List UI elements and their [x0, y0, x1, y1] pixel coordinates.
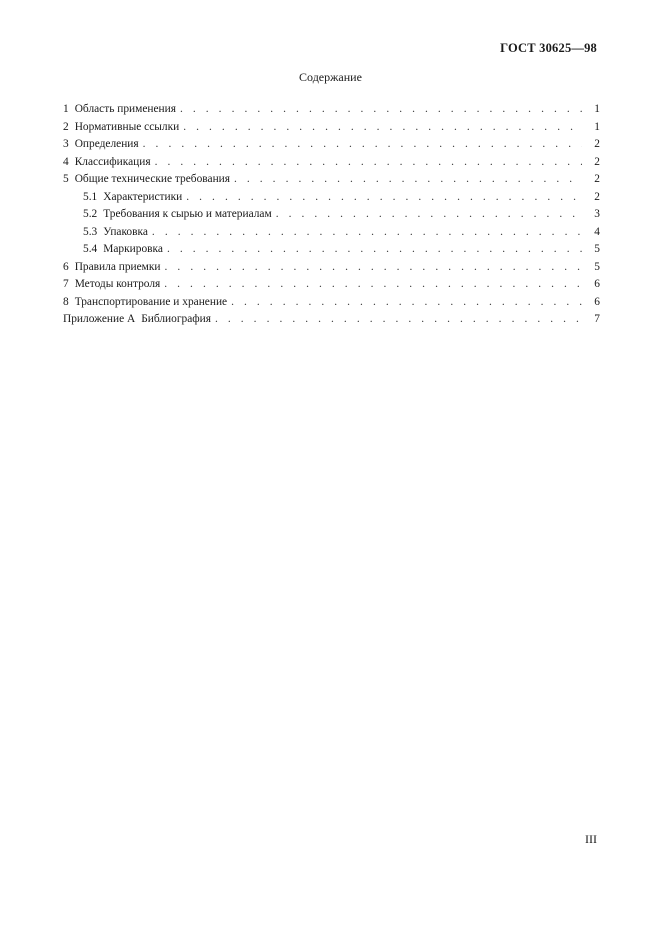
- toc-entry-text: Общие технические требования: [74, 173, 230, 185]
- toc-entry: [63, 171, 600, 189]
- toc-entry-number: 5: [63, 173, 69, 185]
- toc-entry-page: 6: [594, 295, 600, 308]
- toc-entry-text: Классификация: [74, 155, 151, 168]
- toc-leader-dots: [276, 206, 582, 224]
- toc-leader-dots: [152, 224, 582, 242]
- toc-entry-label: [83, 206, 272, 224]
- toc-entry: [63, 294, 600, 312]
- toc-entry-page: 6: [594, 278, 600, 290]
- toc-subentry: [63, 224, 600, 242]
- toc-entry-text: Упаковка: [103, 225, 148, 238]
- toc-entry-label: [63, 154, 151, 172]
- toc-leader-dots: [231, 294, 582, 312]
- toc-entry-number: 6: [63, 260, 69, 273]
- toc-entry-text: Область применения: [74, 103, 176, 115]
- toc-entry-number: 7: [63, 278, 69, 290]
- toc-entry-text: Методы контроля: [74, 278, 161, 290]
- toc-entry: [63, 136, 600, 154]
- toc-entry: [63, 276, 600, 294]
- toc-entry-number: 5.3: [83, 225, 98, 238]
- toc-entry-number: 8: [63, 295, 69, 308]
- toc-entry-text: Характеристики: [103, 190, 183, 203]
- toc-entry: [63, 101, 600, 119]
- toc-leader-dots: [165, 259, 582, 277]
- toc-entry-text: Требования к сырью и материалам: [103, 208, 272, 220]
- toc-leader-dots: [180, 101, 582, 119]
- toc-entry-number: 5.1: [83, 190, 98, 203]
- toc-entry-page: 4: [594, 225, 600, 238]
- toc-entry-text: Маркировка: [103, 243, 163, 255]
- toc-subentry: [63, 241, 600, 259]
- toc-subentry: [63, 206, 600, 224]
- toc-entry-text: Библиография: [141, 313, 211, 325]
- toc-entry-label: [63, 276, 160, 294]
- toc-entry-label: [83, 224, 148, 242]
- toc-leader-dots: [143, 136, 582, 154]
- toc-leader-dots: [234, 171, 582, 189]
- page-number: III: [585, 832, 597, 846]
- toc-entry-label: [63, 171, 230, 189]
- toc-entry-page: 5: [594, 243, 600, 255]
- toc-leader-dots: [215, 311, 582, 329]
- toc-entry-label: [63, 311, 211, 329]
- document-code: ГОСТ 30625—98: [500, 41, 597, 55]
- toc-leader-dots: [164, 276, 582, 294]
- toc-entry-page: 2: [594, 173, 600, 185]
- toc-entry: [63, 119, 600, 137]
- toc-leader-dots: [186, 189, 582, 207]
- toc-entry-page: 1: [594, 120, 600, 133]
- toc-entry-text: Транспортирование и хранение: [74, 295, 228, 308]
- toc-entry-label: [63, 259, 161, 277]
- toc-entry-label: [83, 241, 163, 259]
- toc-entry-number: 3: [63, 138, 69, 150]
- toc-entry-number: 2: [63, 120, 69, 133]
- toc-entry-text: Нормативные ссылки: [74, 120, 180, 133]
- toc-title: Содержание: [299, 70, 362, 84]
- toc-entry-page: 7: [594, 313, 600, 325]
- toc-entry-page: 1: [594, 103, 600, 115]
- toc-entry-label: [63, 101, 176, 119]
- toc-entry: [63, 154, 600, 172]
- toc-entry: [63, 259, 600, 277]
- toc-entry-appendix: [63, 311, 600, 329]
- toc-entry-page: 2: [594, 190, 600, 203]
- toc-leader-dots: [183, 119, 582, 137]
- toc-entry-page: 5: [594, 260, 600, 273]
- toc-entry-page: 2: [594, 155, 600, 168]
- table-of-contents: [63, 101, 600, 329]
- toc-entry-page: 2: [594, 138, 600, 150]
- toc-entry-number: 5.4: [83, 243, 98, 255]
- toc-entry-text: Правила приемки: [74, 260, 161, 273]
- toc-entry-label: [63, 119, 179, 137]
- toc-entry-label: [63, 136, 139, 154]
- toc-entry-label: [63, 294, 227, 312]
- toc-subentry: [63, 189, 600, 207]
- toc-entry-number: 1: [63, 103, 69, 115]
- toc-entry-number: Приложение А: [63, 313, 136, 325]
- toc-entry-page: 3: [594, 208, 600, 220]
- toc-entry-text: Определения: [74, 138, 139, 150]
- toc-entry-number: 5.2: [83, 208, 98, 220]
- toc-entry-number: 4: [63, 155, 69, 168]
- toc-leader-dots: [155, 154, 582, 172]
- toc-leader-dots: [167, 241, 582, 259]
- toc-entry-label: [83, 189, 182, 207]
